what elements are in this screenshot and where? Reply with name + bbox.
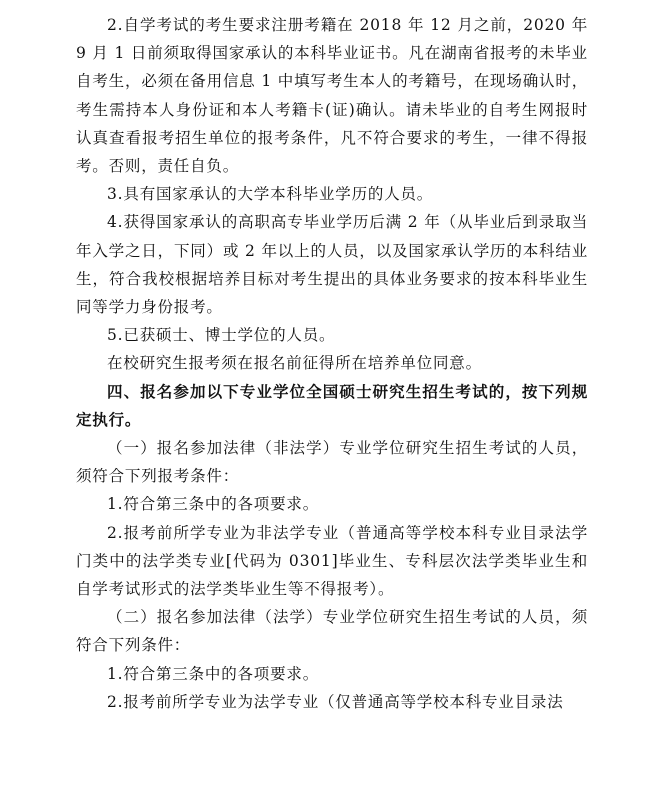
paragraph-law-law-intro: （二）报名参加法律（法学）专业学位研究生招生考试的人员，须符合下列条件： (76, 608, 588, 655)
paragraph-law-law-item-1: 1.符合第三条中的各项要求。 (107, 664, 319, 683)
paragraph-bachelor-degree-holders: 3.具有国家承认的大学本科毕业学历的人员。 (107, 185, 434, 204)
paragraph-master-doctor-holders: 5.已获硕士、博士学位的人员。 (107, 326, 336, 345)
paragraph-law-non-law-item-1: 1.符合第三条中的各项要求。 (107, 495, 319, 514)
document-body (76, 11, 588, 716)
paragraph-self-study-exam-requirement: 2.自学考试的考生要求注册考籍在 2018 年 12 月之前，2020 年 9 月 1 日前须取得国家承认的本科毕业证书。凡在湖南省报考的未毕业自考生，必须在备用信息 1 中填写考生本人的考籍号，在现场确认时，考生需持本人身份证和本人考籍卡(证)确认。请未毕业的自考生网报时认真查看报考招生单位的报考条件，凡不符合要求的考生，一律不得报考。否则，责任自负。 (76, 16, 588, 176)
paragraph-law-law-item-2: 2.报考前所学专业为法学专业（仅普通高等学校本科专业目录法 (107, 692, 564, 711)
paragraph-current-graduate-students: 在校研究生报考须在报名前征得所在培养单位同意。 (107, 354, 482, 373)
paragraph-law-non-law-intro: （一）报名参加法律（非法学）专业学位研究生招生考试的人员，须符合下列报考条件： (76, 439, 588, 486)
paragraph-law-non-law-item-2: 2.报考前所学专业为非法学专业（普通高等学校本科专业目录法学门类中的法学类专业[代码为 0301]毕业生、专科层次法学类毕业生和自学考试形式的法学类毕业生等不得报考）。 (76, 523, 588, 599)
paragraph-equivalent-education: 4.获得国家承认的高职高专毕业学历后满 2 年（从毕业后到录取当年入学之日，下同）或 2 年以上的人员，以及国家承认学历的本科结业生，符合我校根据培养目标对考生提出的具体业务要求的按本科毕业生同等学力身份报考。 (76, 213, 588, 317)
section-heading-professional-degree: 四、报名参加以下专业学位全国硕士研究生招生考试的，按下列规定执行。 (76, 381, 588, 429)
